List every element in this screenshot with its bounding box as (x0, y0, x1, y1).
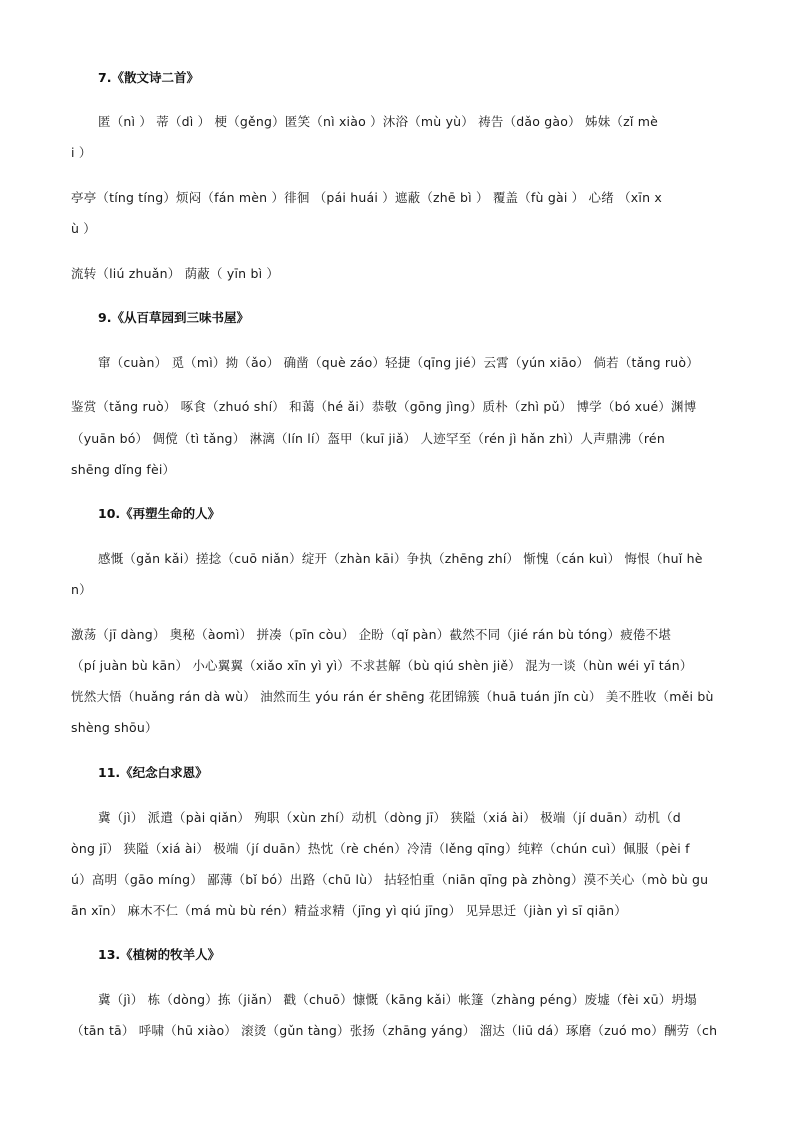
text-line: 冀（jì） 栋（dòng）拣（jiǎn） 戳（chuō）慷慨（kāng kǎi）帐篷（zhàng péng）废墟（fèi xū）坍塌 (98, 992, 697, 1007)
text-line: ān xīn） 麻木不仁（má mù bù rén）精益求精（jīng yì qiú jīng） 见异思迁（jiàn yì sī qiān） (71, 903, 628, 918)
text-line: 感慨（gǎn kǎi）搓捻（cuō niǎn）绽开（zhàn kāi）争执（zhēng zhí） 惭愧（cán kuì） 悔恨（huǐ hè (98, 551, 703, 566)
text-line: ú）高明（gāo míng） 鄙薄（bǐ bó）出路（chū lù） 拈轻怕重（niān qīng pà zhòng）漠不关心（mò bù gu (71, 872, 709, 887)
text-line: i ） (71, 145, 92, 160)
text-line: （tān tā） 呼啸（hū xiào） 滚烫（gǔn tàng）张扬（zhāng yáng） 溜达（liū dá）琢磨（zuó mo）酬劳（ch (71, 1023, 718, 1038)
text-line: n） (71, 582, 92, 597)
text-line: shèng shōu） (71, 720, 158, 735)
text-line: （pí juàn bù kān） 小心翼翼（xiǎo xīn yì yì）不求甚解（bù qiú shèn jiě） 混为一谈（hùn wéi yī tán） (71, 658, 693, 673)
text-line: 鉴赏（tǎng ruò） 啄食（zhuó shí） 和蔼（hé ǎi）恭敬（gōng jìng）质朴（zhì pǔ） 博学（bó xué）渊博 (71, 399, 697, 414)
text-line: 冀（jì） 派遣（pài qiǎn） 殉职（xùn zhí）动机（dòng jī） 狭隘（xiá ài） 极端（jí duān）动机（d (98, 810, 681, 825)
text-line: shēng dǐng fèi） (71, 462, 176, 477)
section-heading-7: 7.《散文诗二首》 (98, 70, 199, 85)
text-line: 亭亭（tíng tíng）烦闷（fán mèn ）徘徊 （pái huái ）遮蔽（zhē bì ） 覆盖（fù gài ） 心绪 （xīn x (71, 190, 662, 205)
section-heading-11: 11.《纪念白求恩》 (98, 765, 208, 780)
section-heading-10: 10.《再塑生命的人》 (98, 506, 221, 521)
section-heading-9: 9.《从百草园到三味书屋》 (98, 310, 249, 325)
text-line: ù ） (71, 221, 96, 236)
text-line: 匿（nì ） 蒂（dì ） 梗（gěng）匿笑（nì xiào ）沐浴（mù yù） 祷告（dǎo gào） 姊妹（zǐ mè (98, 114, 658, 129)
text-line: 恍然大悟（huǎng rán dà wù） 油然而生 yóu rán ér shēng 花团锦簇（huā tuán jǐn cù） 美不胜收（měi bù (71, 689, 714, 704)
text-line: 流转（liú zhuǎn） 荫蔽（ yīn bì ） (71, 266, 280, 281)
text-line: 激荡（jī dàng） 奥秘（àomì） 拼凑（pīn còu） 企盼（qǐ pàn）截然不同（jié rán bù tóng）疲倦不堪 (71, 627, 672, 642)
section-heading-13: 13.《植树的牧羊人》 (98, 947, 221, 962)
text-line: òng jī） 狭隘（xiá ài） 极端（jí duān）热忱（rè chén）冷清（lěng qīng）纯粹（chún cuì）佩服（pèi f (71, 841, 690, 856)
text-line: （yuān bó） 倜傥（tì tǎng） 淋漓（lín lí）盔甲（kuī jiǎ） 人迹罕至（rén jì hǎn zhì）人声鼎沸（rén (71, 431, 665, 446)
text-line: 窜（cuàn） 觅（mì）拗（ǎo） 确凿（què záo）轻捷（qīng jié）云霄（yún xiāo） 倘若（tǎng ruò） (98, 355, 699, 370)
